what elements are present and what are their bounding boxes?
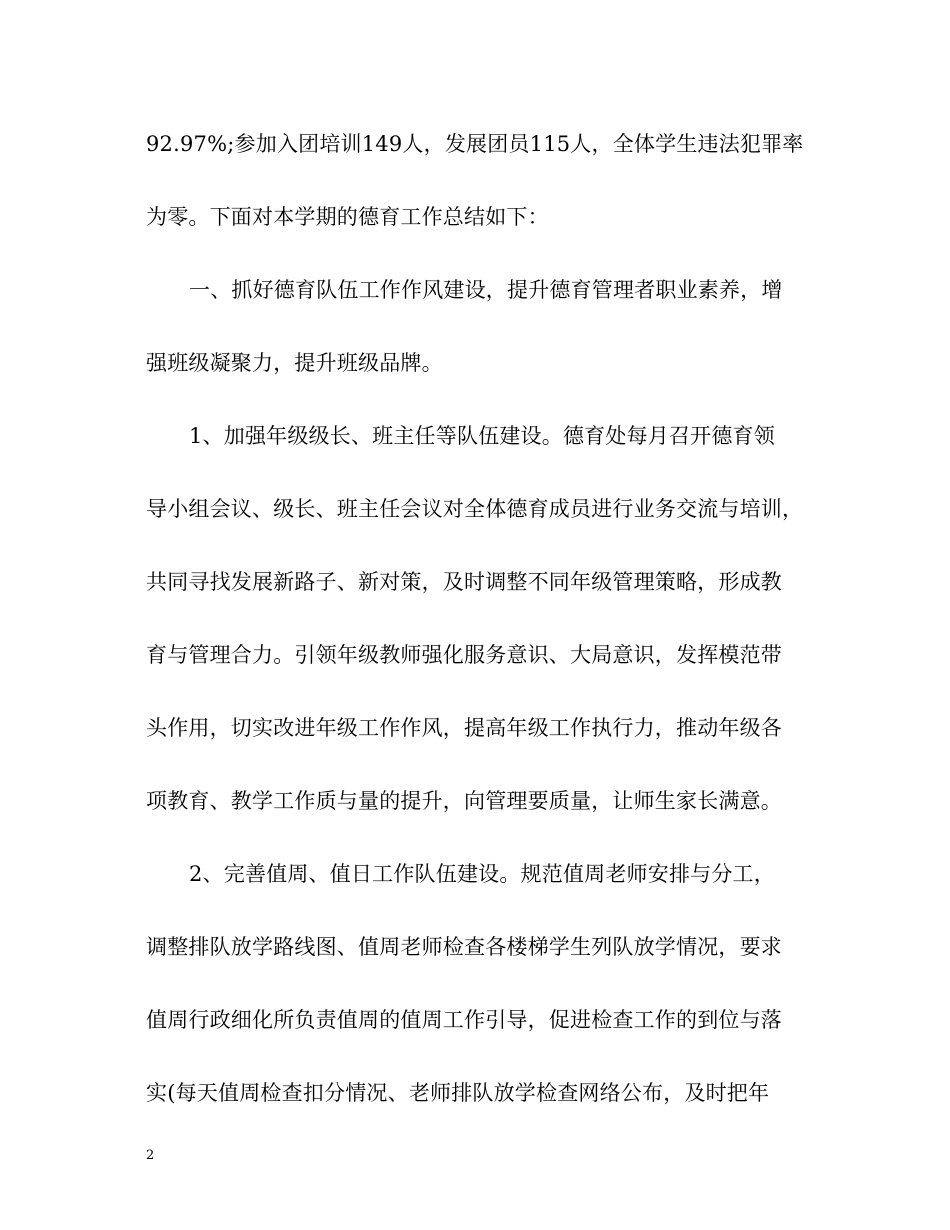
paragraph-1-line-2: 导小组会议、级长、班主任会议对全体德育成员进行业务交流与培训， [146,497,804,521]
section-heading-line-1: 一、抓好德育队伍工作作风建设，提升德育管理者职业素养，增 [189,278,783,302]
text-line-2: 为零。下面对本学期的德育工作总结如下： [146,205,549,229]
paragraph-1-line-4: 育与管理合力。引领年级教师强化服务意识、大局意识，发挥模范带 [146,643,782,667]
page-number: 2 [146,1148,155,1163]
paragraph-2-line-3: 值周行政细化所负责值周的值周工作引导，促进检查工作的到位与落 [146,1008,782,1032]
paragraph-1-line-1: 1、加强年级级长、班主任等队伍建设。德育处每月召开德育领 [189,424,775,448]
paragraph-1-line-5: 头作用，切实改进年级工作作风，提高年级工作执行力，推动年级各 [146,716,782,740]
paragraph-2-line-4: 实(每天值周检查扣分情况、老师排队放学检查网络公布，及时把年 [146,1081,770,1105]
paragraph-2-line-1: 2、完善值周、值日工作队伍建设。规范值周老师安排与分工， [189,862,775,886]
section-heading-line-2: 强班级凝聚力，提升班级品牌。 [146,351,443,375]
paragraph-1-line-6: 项教育、教学工作质与量的提升，向管理要质量，让师生家长满意。 [146,789,782,813]
text-line-1: 92.97%;参加入团培训149人，发展团员115人，全体学生违法犯罪率 [146,132,804,156]
paragraph-1-line-3: 共同寻找发展新路子、新对策，及时调整不同年级管理策略，形成教 [146,570,782,594]
paragraph-2-line-2: 调整排队放学路线图、值周老师检查各楼梯学生列队放学情况，要求 [146,935,782,959]
